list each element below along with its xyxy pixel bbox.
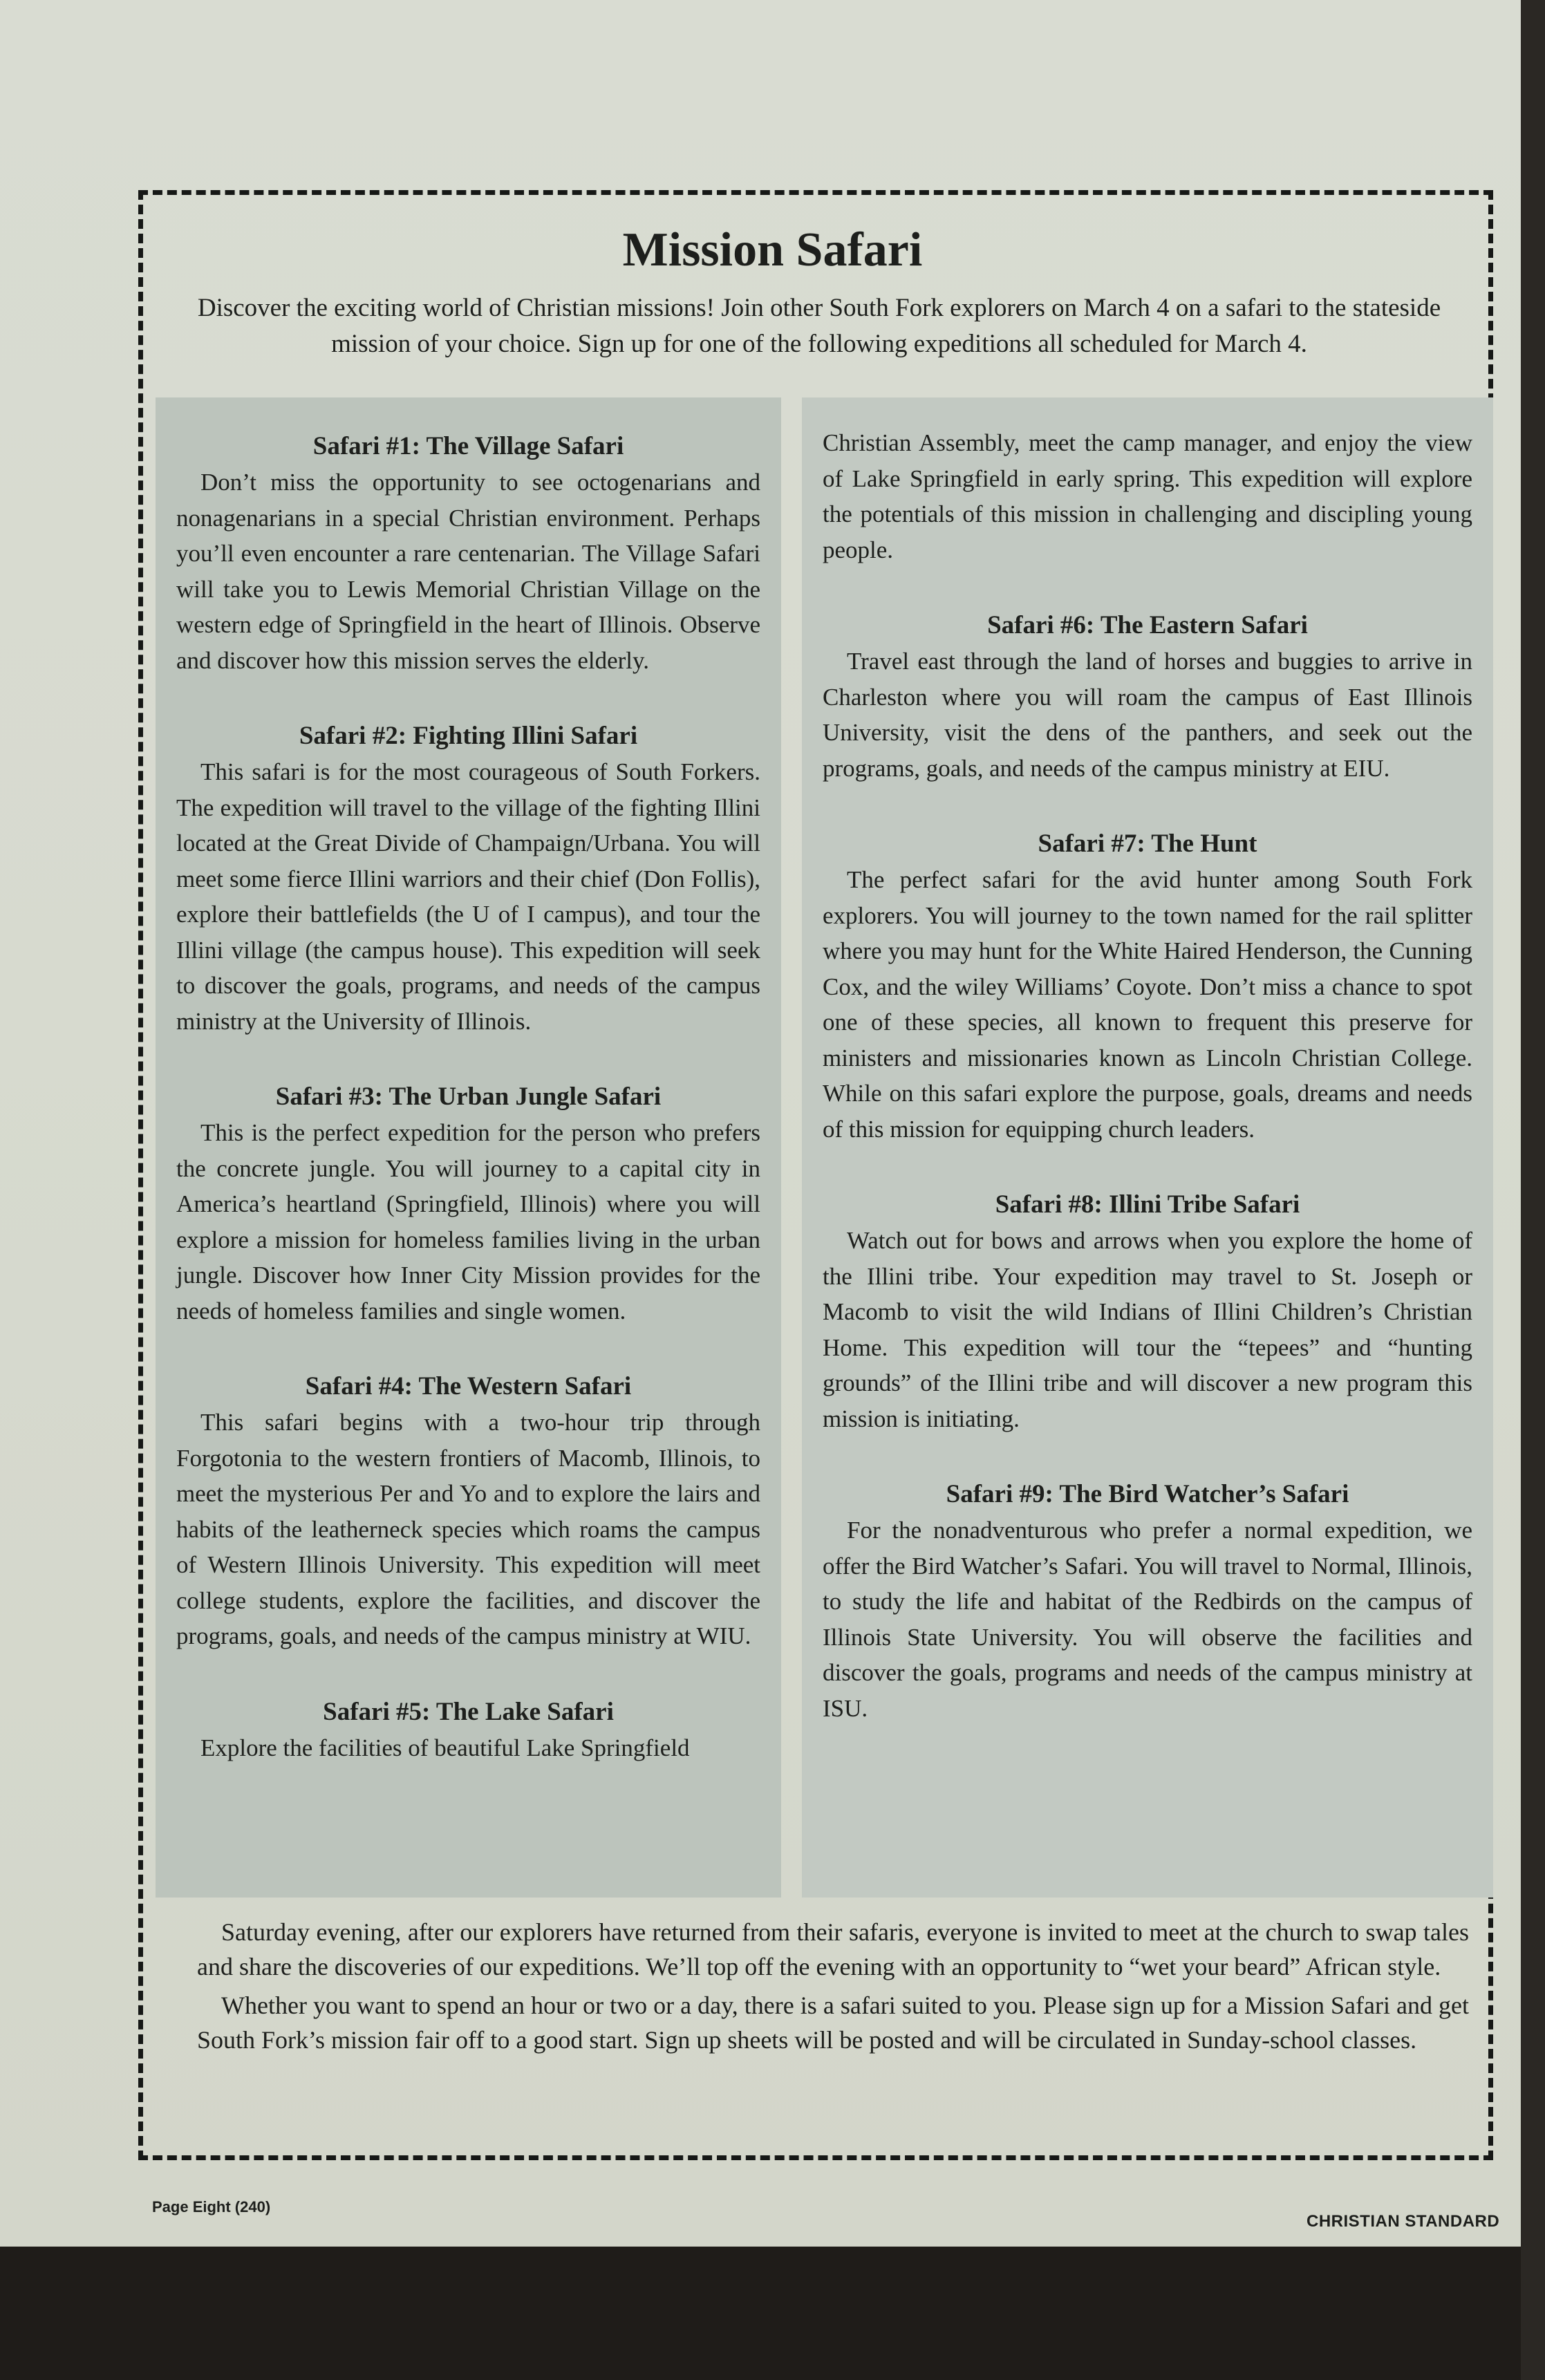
binding-spine bbox=[1521, 0, 1545, 2380]
safari-heading: Safari #9: The Bird Watcher’s Safari bbox=[946, 1480, 1349, 1508]
closing-text bbox=[197, 1915, 1469, 2061]
safari-section bbox=[823, 1187, 1472, 1436]
safari-heading: Safari #1: The Village Safari bbox=[312, 432, 624, 460]
safari-body: For the nonadventurous who prefer a normal expedition, we offer the Bird Watcher’s Safari. You will travel to Normal, Illinois, to study the life and habitat of the Redbirds on the campus of Illinois State University. You will observe the facilities and discover the goals, programs and needs of the campus ministry at ISU. bbox=[823, 1517, 1472, 1722]
right-column bbox=[802, 397, 1493, 1898]
safari-heading: Safari #2: Fighting Illini Safari bbox=[299, 722, 638, 750]
safari-body: Christian Assembly, meet the camp manager, and enjoy the view of Lake Springfield in early spring. This expedition will explore the potentials of this mission in challenging and discipling young people. bbox=[823, 429, 1472, 563]
page-number: Page Eight (240) bbox=[152, 2198, 271, 2215]
safari-body: Travel east through the land of horses and buggies to arrive in Charleston where you will roam the campus of East Illinois University, visit the dens of the panthers, and seek out the programs, goals, and needs of the campus ministry at EIU. bbox=[823, 648, 1472, 782]
closing-paragraph: Whether you want to spend an hour or two or a day, there is a safari suited to you. Please sign up for a Mission Safari and get South Fork’s mission fair off to a good start. Sign up sheets will be posted and will be circulated in Sunday-school classes. bbox=[197, 1992, 1469, 2054]
safari-heading: Safari #3: The Urban Jungle Safari bbox=[275, 1083, 662, 1111]
safari-heading: Safari #8: Illini Tribe Safari bbox=[995, 1190, 1300, 1219]
background-edge bbox=[0, 2247, 1545, 2380]
page-title: Mission Safari bbox=[622, 223, 923, 277]
intro-paragraph: Discover the exciting world of Christian missions! Join other South Fork explorers on March 4 on a safari to the stateside mission of your choice. Sign up for one of the following expeditions all scheduled for March 4. bbox=[197, 294, 1441, 358]
safari-body: The perfect safari for the avid hunter among South Fork explorers. You will journey to the town named for the rail splitter where you may hunt for the White Haired Henderson, the Cunning Cox, and the wiley Williams’ Coyote. Don’t miss a chance to spot one of these species, all known to frequent this preserve for ministers and missionaries known as Lincoln Christian College. While on this safari explore the purpose, goals, dreams and needs of this mission for equipping church leaders. bbox=[823, 866, 1472, 1143]
safari-section bbox=[176, 718, 760, 1039]
safari-section bbox=[823, 1477, 1472, 1726]
safari-body: This safari is for the most courageous of South Forkers. The expedition will travel to the village of the fighting Illini located at the Great Divide of Champaign/Urbana. You will meet some fierce Illini warriors and their chief (Don Follis), explore their battlefields (the U of I campus), and tour the Illini village (the campus house). This expedition will seek to discover the goals, programs, and needs of the campus ministry at the University of Illinois. bbox=[176, 758, 760, 1035]
closing-paragraph: Saturday evening, after our explorers have returned from their safaris, everyone is invited to meet at the church to swap tales and share the discoveries of our expeditions. We’ll top off the evening with an opportunity to “wet your beard” African style. bbox=[197, 1918, 1469, 1980]
safari-body: Explore the facilities of beautiful Lake Springfield bbox=[200, 1734, 690, 1761]
safari-heading: Safari #5: The Lake Safari bbox=[323, 1697, 614, 1726]
safari-heading: Safari #6: The Eastern Safari bbox=[987, 611, 1308, 639]
safari-body: Watch out for bows and arrows when you explore the home of the Illini tribe. Your expedition may travel to St. Joseph or Macomb to visit the wild Indians of Illini Children’s Christian Home. This expedition will tour the “tepees” and “hunting grounds” of the Illini tribe and will discover a new program this mission is initiating. bbox=[823, 1227, 1472, 1432]
safari-body: Don’t miss the opportunity to see octogenarians and nonagenarians in a special Christian environment. Perhaps you’ll even encounter a rare centenarian. The Village Safari will take you to Lewis Memorial Christian Village on the western edge of Springfield in the heart of Illinois. Observe and discover how this mission serves the elderly. bbox=[176, 469, 760, 674]
safari-section bbox=[823, 826, 1472, 1147]
safari-body: This is the perfect expedition for the person who prefers the concrete jungle. You will journey to a capital city in America’s heartland (Springfield, Illinois) where you will explore a mission for homeless families living in the urban jungle. Discover how Inner City Mission provides for the needs of homeless families and single women. bbox=[176, 1119, 760, 1324]
safari-body: This safari begins with a two-hour trip through Forgotonia to the western frontiers of Macomb, Illinois, to meet the mysterious Per and Yo and to explore the lairs and habits of the leatherneck species which roams the campus of Western Illinois University. This expedition will meet college students, explore the facilities, and discover the programs, goals, and needs of the campus ministry at WIU. bbox=[176, 1409, 760, 1649]
safari-section bbox=[176, 429, 760, 678]
publication-name: CHRISTIAN STANDARD bbox=[1307, 2212, 1500, 2231]
left-column bbox=[156, 397, 781, 1898]
safari-section bbox=[176, 1694, 760, 1766]
safari-continuation bbox=[823, 425, 1472, 568]
safari-section bbox=[176, 1369, 760, 1654]
safari-section bbox=[823, 608, 1472, 786]
safari-section bbox=[176, 1079, 760, 1329]
safari-heading: Safari #7: The Hunt bbox=[1038, 830, 1257, 858]
safari-heading: Safari #4: The Western Safari bbox=[305, 1372, 632, 1400]
